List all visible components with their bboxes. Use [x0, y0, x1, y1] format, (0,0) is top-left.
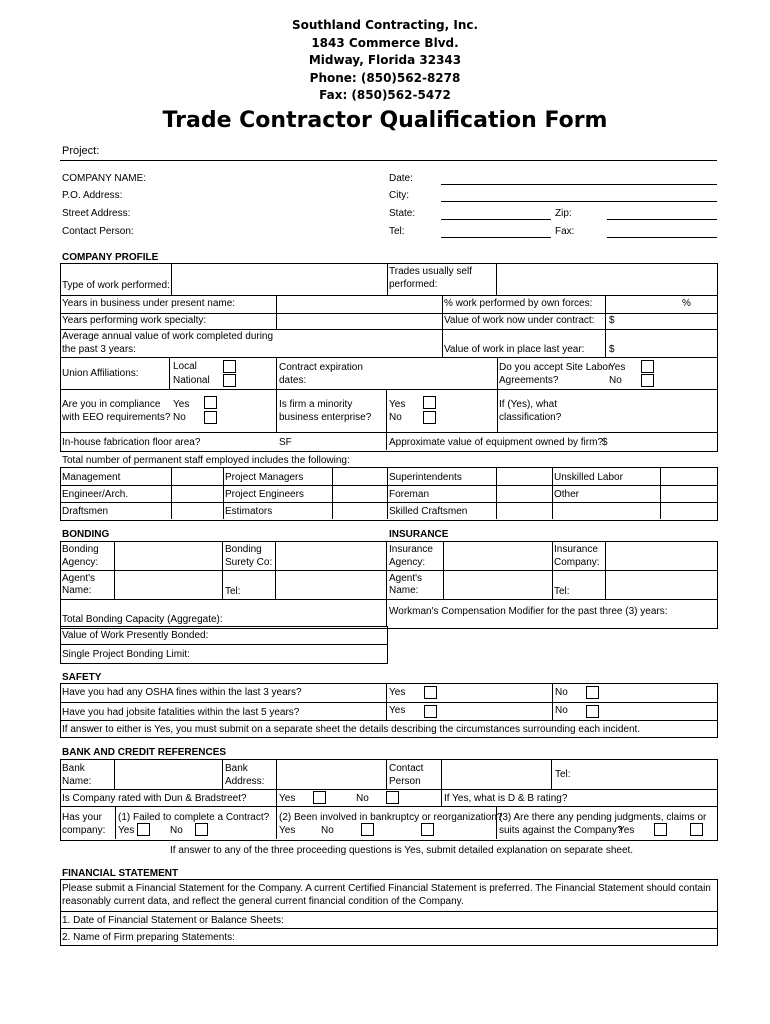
- workmans-comp-label: Workman's Compensation Modifier for the past three (3) years:: [389, 606, 668, 617]
- fax-label: Fax:: [555, 226, 575, 237]
- avg-value-label: Average annual value of work completed during: [62, 331, 274, 342]
- judgments-yes-checkbox[interactable]: [654, 823, 667, 836]
- tel-label: Tel:: [389, 226, 405, 237]
- osha-no-checkbox[interactable]: [586, 686, 599, 699]
- project-label: Project:: [62, 145, 100, 157]
- company-fax: Fax: (850)562-5472: [319, 88, 451, 102]
- dollar-sign-3: $: [602, 437, 608, 448]
- fatalities-no: No: [555, 705, 568, 716]
- bonding-surety-label-2: Surety Co:: [225, 557, 273, 568]
- failed-no: No: [170, 825, 183, 836]
- city-field[interactable]: [441, 201, 717, 202]
- eeo-no: No: [173, 412, 186, 423]
- eeo-label: Are you in compliance: [62, 399, 161, 410]
- eeo-no-checkbox[interactable]: [204, 411, 217, 424]
- foreman-label: Foreman: [389, 489, 430, 500]
- financial-date-label: 1. Date of Financial Statement or Balance Sheets:: [62, 915, 284, 926]
- financial-firm-label: 2. Name of Firm preparing Statements:: [62, 932, 235, 943]
- other-label: Other: [554, 489, 580, 500]
- company-name: Southland Contracting, Inc.: [291, 18, 479, 32]
- bonding-agency-label: Bonding: [62, 544, 99, 555]
- financial-instructions-2: reasonably current data, and reflect the general current financial condition of the Company.: [62, 896, 464, 907]
- draftsmen-label: Draftsmen: [62, 506, 109, 517]
- single-limit-label: Single Project Bonding Limit:: [62, 649, 190, 660]
- insurance-agency-label: Insurance: [389, 544, 433, 555]
- staff-total-label: Total number of permanent staff employed includes the following:: [62, 455, 350, 466]
- site-labor-label-2: Agreements?: [499, 375, 559, 386]
- bank-address-label-2: Address:: [225, 776, 265, 787]
- fatalities-question: Have you had jobsite fatalities within the last 5 years?: [62, 707, 300, 718]
- in-place-label: Value of work in place last year:: [444, 344, 585, 355]
- bonding-tel-label: Tel:: [225, 586, 241, 597]
- bankruptcy-no-checkbox[interactable]: [421, 823, 434, 836]
- dun-yes-checkbox[interactable]: [313, 791, 326, 804]
- insurance-agency-label-2: Agency:: [389, 557, 426, 568]
- minority-yes-checkbox[interactable]: [423, 396, 436, 409]
- minority-label-2: business enterprise?: [279, 412, 372, 423]
- minority-yes: Yes: [389, 399, 406, 410]
- judgments-no-checkbox[interactable]: [690, 823, 703, 836]
- osha-yes-checkbox[interactable]: [424, 686, 437, 699]
- financial-instructions: Please submit a Financial Statement for the Company. A current Certified Financial Statement is preferred. The Financial Statement should contain: [62, 883, 711, 894]
- failed-yes-checkbox[interactable]: [137, 823, 150, 836]
- local-label: Local: [173, 361, 197, 372]
- company-address: 1843 Commerce Blvd.: [311, 36, 459, 50]
- city-label: City:: [389, 190, 409, 201]
- zip-field[interactable]: [607, 219, 717, 220]
- insurance-company-label-2: Company:: [554, 557, 600, 568]
- safety-heading: SAFETY: [62, 672, 102, 683]
- dun-no: No: [356, 793, 369, 804]
- safety-note: If answer to either is Yes, you must submit on a separate sheet the details describing the circumstances surrounding each incident.: [62, 724, 641, 735]
- failed-contract-question: (1) Failed to complete a Contract?: [118, 812, 270, 823]
- classification-label: If (Yes), what: [499, 399, 557, 410]
- site-labor-no-checkbox[interactable]: [641, 374, 654, 387]
- company-name-label: COMPANY NAME:: [62, 173, 147, 184]
- fatalities-yes-checkbox[interactable]: [424, 705, 437, 718]
- bankruptcy-yes-checkbox[interactable]: [361, 823, 374, 836]
- insurance-company-label: Insurance: [554, 544, 598, 555]
- dun-question: Is Company rated with Dun & Bradstreet?: [62, 793, 247, 804]
- state-field[interactable]: [441, 219, 551, 220]
- contact-person-bank-label: Contact: [389, 763, 424, 774]
- company-profile-heading: COMPANY PROFILE: [62, 252, 159, 263]
- date-label: Date:: [389, 173, 413, 184]
- failed-no-checkbox[interactable]: [195, 823, 208, 836]
- insurance-agent-label: Agent's: [389, 573, 423, 584]
- sf-label: SF: [279, 437, 292, 448]
- fax-field[interactable]: [607, 237, 717, 238]
- trades-self-label-2: performed:: [389, 279, 438, 290]
- dun-yes: Yes: [279, 793, 296, 804]
- project-field[interactable]: [60, 160, 717, 161]
- bankruptcy-question: (2) Been involved in bankruptcy or reorganization?: [279, 812, 503, 823]
- dollar-sign: $: [609, 315, 615, 326]
- minority-no-checkbox[interactable]: [423, 411, 436, 424]
- bonding-agency-label-2: Agency:: [62, 557, 99, 568]
- zip-label: Zip:: [555, 208, 572, 219]
- fab-floor-label: In-house fabrication floor area?: [62, 437, 201, 448]
- date-field[interactable]: [441, 184, 717, 185]
- site-labor-label: Do you accept Site Labor: [499, 362, 612, 373]
- minority-no: No: [389, 412, 402, 423]
- union-label: Union Affiliations:: [62, 368, 139, 379]
- insurance-heading: INSURANCE: [389, 529, 449, 540]
- type-of-work-label: Type of work performed:: [62, 280, 170, 291]
- percent-sign: %: [682, 298, 691, 309]
- contract-exp-label-2: dates:: [279, 375, 307, 386]
- eeo-yes-checkbox[interactable]: [204, 396, 217, 409]
- bankruptcy-yes: Yes: [279, 825, 296, 836]
- judgments-yes: Yes: [618, 825, 635, 836]
- engineer-label: Engineer/Arch.: [62, 489, 129, 500]
- bank-tel-label: Tel:: [555, 769, 571, 780]
- equipment-label: Approximate value of equipment owned by firm?: [389, 437, 604, 448]
- bank-address-label: Bank: [225, 763, 248, 774]
- local-checkbox[interactable]: [223, 360, 236, 373]
- site-labor-yes-checkbox[interactable]: [641, 360, 654, 373]
- own-forces-label: % work performed by own forces:: [444, 298, 593, 309]
- fatalities-yes: Yes: [389, 705, 406, 716]
- under-contract-label: Value of work now under contract:: [444, 315, 595, 326]
- avg-value-label-2: the past 3 years:: [62, 344, 136, 355]
- fatalities-no-checkbox[interactable]: [586, 705, 599, 718]
- minority-label: Is firm a minority: [279, 399, 353, 410]
- bonding-agent-label: Agent's: [62, 573, 96, 584]
- years-business-label: Years in business under present name:: [62, 298, 236, 309]
- po-address-label: P.O. Address:: [62, 190, 123, 201]
- bank-heading: BANK AND CREDIT REFERENCES: [62, 747, 227, 758]
- judgments-question-2: suits against the Company?: [499, 825, 623, 836]
- company-phone: Phone: (850)562-8278: [309, 71, 461, 85]
- bonding-agent-label-2: Name:: [62, 585, 92, 596]
- site-labor-no: No: [609, 375, 622, 386]
- trades-self-label: Trades usually self: [389, 266, 472, 277]
- eeo-label-2: with EEO requirements?: [62, 412, 171, 423]
- dollar-sign-2: $: [609, 344, 615, 355]
- total-capacity-label: Total Bonding Capacity (Aggregate):: [62, 614, 223, 625]
- contact-person-label: Contact Person:: [62, 226, 134, 237]
- unskilled-label: Unskilled Labor: [554, 472, 623, 483]
- contact-person-bank-label-2: Person: [389, 776, 421, 787]
- national-label: National: [173, 375, 210, 386]
- project-managers-label: Project Managers: [225, 472, 304, 483]
- presently-bonded-label: Value of Work Presently Bonded:: [62, 630, 209, 641]
- site-labor-yes: Yes: [609, 362, 626, 373]
- dun-no-checkbox[interactable]: [386, 791, 399, 804]
- has-your-label: Has your: [62, 812, 103, 823]
- street-address-label: Street Address:: [62, 208, 131, 219]
- insurance-agent-label-2: Name:: [389, 585, 419, 596]
- bonding-surety-label: Bonding: [225, 544, 262, 555]
- company-city: Midway, Florida 32343: [308, 53, 462, 67]
- db-rating-label: If Yes, what is D & B rating?: [444, 793, 568, 804]
- years-specialty-label: Years performing work specialty:: [62, 315, 207, 326]
- project-engineers-label: Project Engineers: [225, 489, 304, 500]
- osha-question: Have you had any OSHA fines within the last 3 years?: [62, 687, 302, 698]
- skilled-label: Skilled Craftsmen: [389, 506, 468, 517]
- osha-yes: Yes: [389, 687, 406, 698]
- has-your-label-2: company:: [62, 825, 106, 836]
- bank-note: If answer to any of the three proceeding questions is Yes, submit detailed explanation on separate sheet.: [170, 845, 634, 856]
- failed-yes: Yes: [118, 825, 135, 836]
- tel-field[interactable]: [441, 237, 551, 238]
- osha-no: No: [555, 687, 568, 698]
- state-label: State:: [389, 208, 416, 219]
- judgments-question: (3) Are there any pending judgments, claims or: [499, 812, 707, 823]
- bankruptcy-no: No: [321, 825, 334, 836]
- bank-name-label-2: Name:: [62, 776, 92, 787]
- form-title: Trade Contractor Qualification Form: [162, 108, 608, 133]
- estimators-label: Estimators: [225, 506, 273, 517]
- bank-name-label: Bank: [62, 763, 85, 774]
- bonding-heading: BONDING: [62, 529, 110, 540]
- classification-label-2: classification?: [499, 412, 562, 423]
- management-label: Management: [62, 472, 121, 483]
- contract-exp-label: Contract expiration: [279, 362, 363, 373]
- eeo-yes: Yes: [173, 399, 190, 410]
- financial-heading: FINANCIAL STATEMENT: [62, 868, 179, 879]
- insurance-tel-label: Tel:: [554, 586, 570, 597]
- superintendents-label: Superintendents: [389, 472, 462, 483]
- national-checkbox[interactable]: [223, 374, 236, 387]
